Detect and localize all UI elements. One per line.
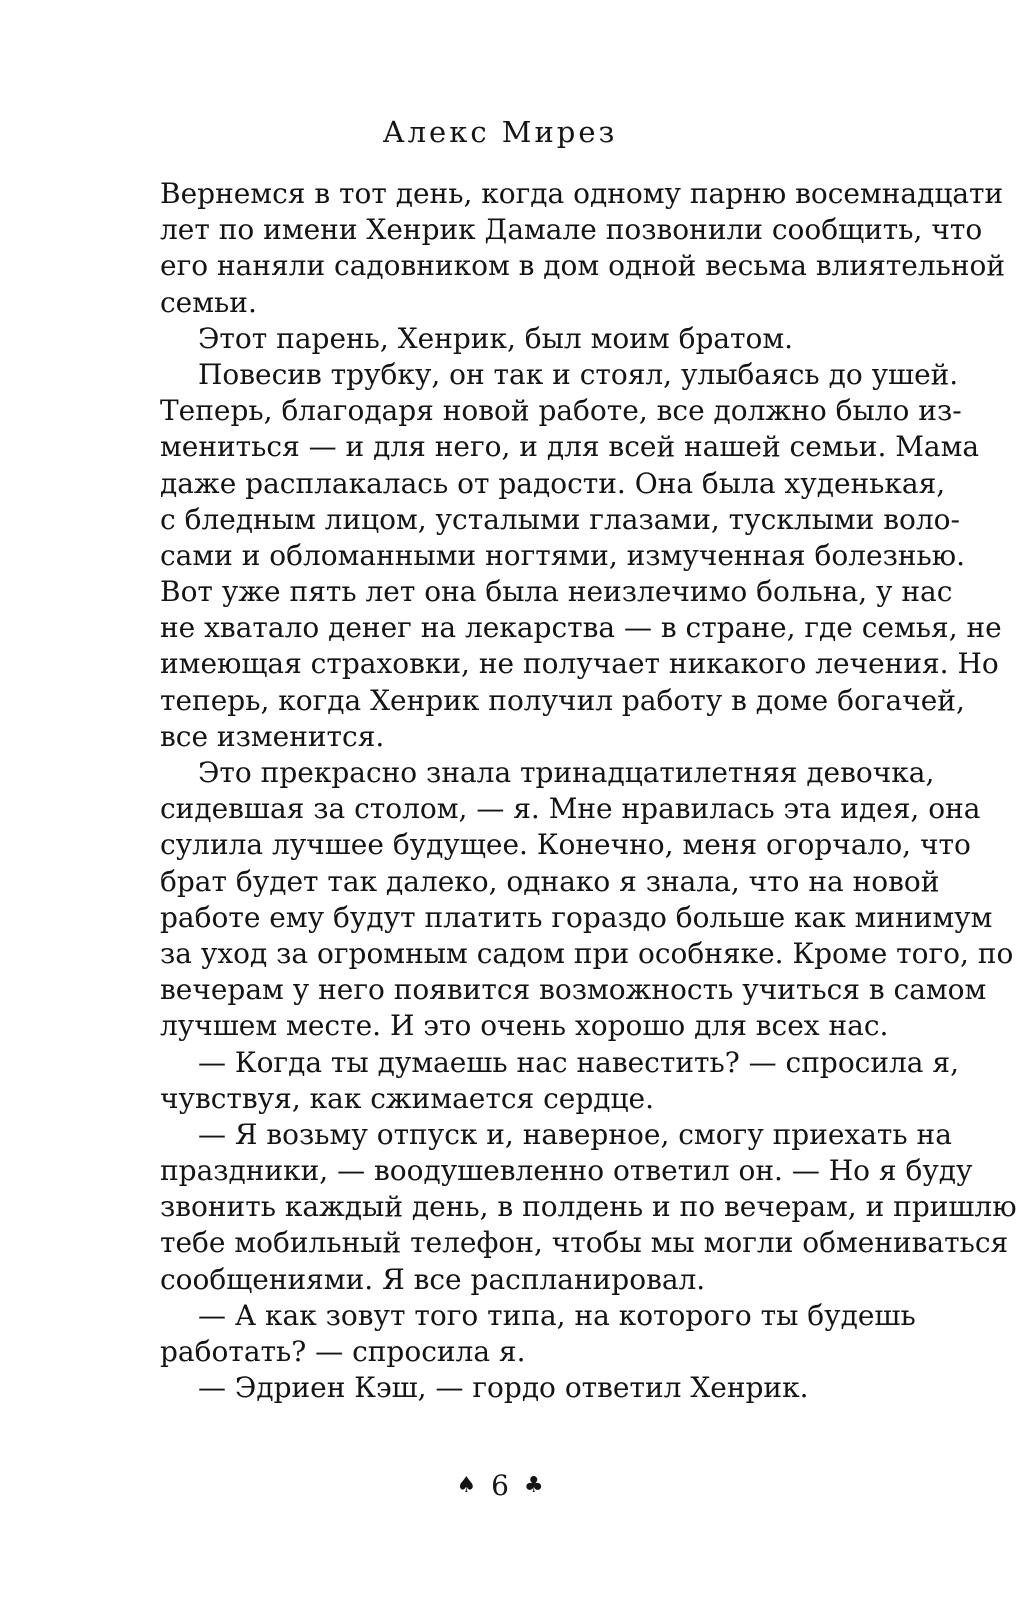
- text-line: имеющая страховки, не получает никакого лечения. Но: [160, 647, 999, 681]
- text-line: семьи.: [160, 285, 257, 319]
- running-head-author: Алекс Мирез: [382, 115, 618, 149]
- text-line: работать? — спросила я.: [160, 1335, 526, 1368]
- page-number: 6: [491, 1468, 509, 1502]
- text-line: лет по имени Хенрик Дамале позвонили сообщить, что: [160, 213, 983, 247]
- club-icon: ♣: [523, 1472, 544, 1498]
- text-line: — Я возьму отпуск и, наверное, смогу приехать на: [198, 1117, 952, 1151]
- text-line: за уход за огромным садом при особняке. Кроме того, по: [160, 936, 1014, 970]
- text-line: сами и обломанными ногтями, измученная болезнью.: [160, 538, 966, 572]
- text-line: теперь, когда Хенрик получил работу в доме богачей,: [160, 683, 965, 717]
- text-line: — Эдриен Кэш, — гордо ответил Хенрик.: [198, 1371, 809, 1405]
- text-line: тебе мобильный телефон, чтобы мы могли обмениваться: [160, 1226, 1009, 1260]
- text-line: Вернемся в тот день, когда одному парню восемнадцати: [160, 177, 1004, 210]
- text-line: — А как зовут того типа, на которого ты будешь: [198, 1298, 916, 1332]
- text-line: не хватало денег на лекарства — в стране, где семья, не: [160, 611, 1002, 645]
- text-line: его наняли садовником в дом одной весьма влиятельной: [160, 249, 1006, 283]
- text-line: лучшем месте. И это очень хорошо для всех нас.: [160, 1009, 889, 1043]
- text-line: сидевшая за столом, — я. Мне нравилась эта идея, она: [160, 792, 981, 826]
- text-line: сообщениями. Я все распланировал.: [160, 1262, 706, 1296]
- text-line: мениться — и для него, и для всей нашей семьи. Мама: [160, 430, 980, 464]
- text-line: Теперь, благодаря новой работе, все должно было из-: [160, 394, 962, 428]
- text-line: Повесив трубку, он так и стоял, улыбаясь до ушей.: [198, 357, 959, 391]
- text-line: работе ему будут платить гораздо больше как минимум: [160, 900, 993, 934]
- text-line: чувствуя, как сжимается сердце.: [160, 1081, 654, 1115]
- text-line: — Когда ты думаешь нас навестить? — спросила я,: [198, 1045, 959, 1079]
- page-folio: [0, 1466, 1000, 1504]
- text-line: с бледным лицом, усталыми глазами, тусклыми воло-: [160, 502, 960, 536]
- text-line: вечерам у него появится возможность учиться в самом: [160, 973, 987, 1007]
- body-text: [160, 176, 1017, 1406]
- spade-icon: ♠: [456, 1472, 477, 1498]
- text-line: даже расплакалась от радости. Она была худенькая,: [160, 466, 946, 500]
- text-line: праздники, — воодушевленно ответил он. — Но я буду: [160, 1154, 973, 1188]
- text-line: все изменится.: [160, 719, 385, 753]
- text-line: Это прекрасно знала тринадцатилетняя девочка,: [198, 756, 935, 789]
- text-line: брат будет так далеко, однако я знала, что на новой: [160, 864, 940, 898]
- text-line: Этот парень, Хенрик, был моим братом.: [198, 321, 794, 355]
- text-line: сулила лучшее будущее. Конечно, меня огорчало, что: [160, 828, 971, 862]
- text-line: звонить каждый день, в полдень и по вечерам, и пришлю: [160, 1190, 1017, 1224]
- text-line: Вот уже пять лет она была неизлечимо больна, у нас: [160, 575, 953, 609]
